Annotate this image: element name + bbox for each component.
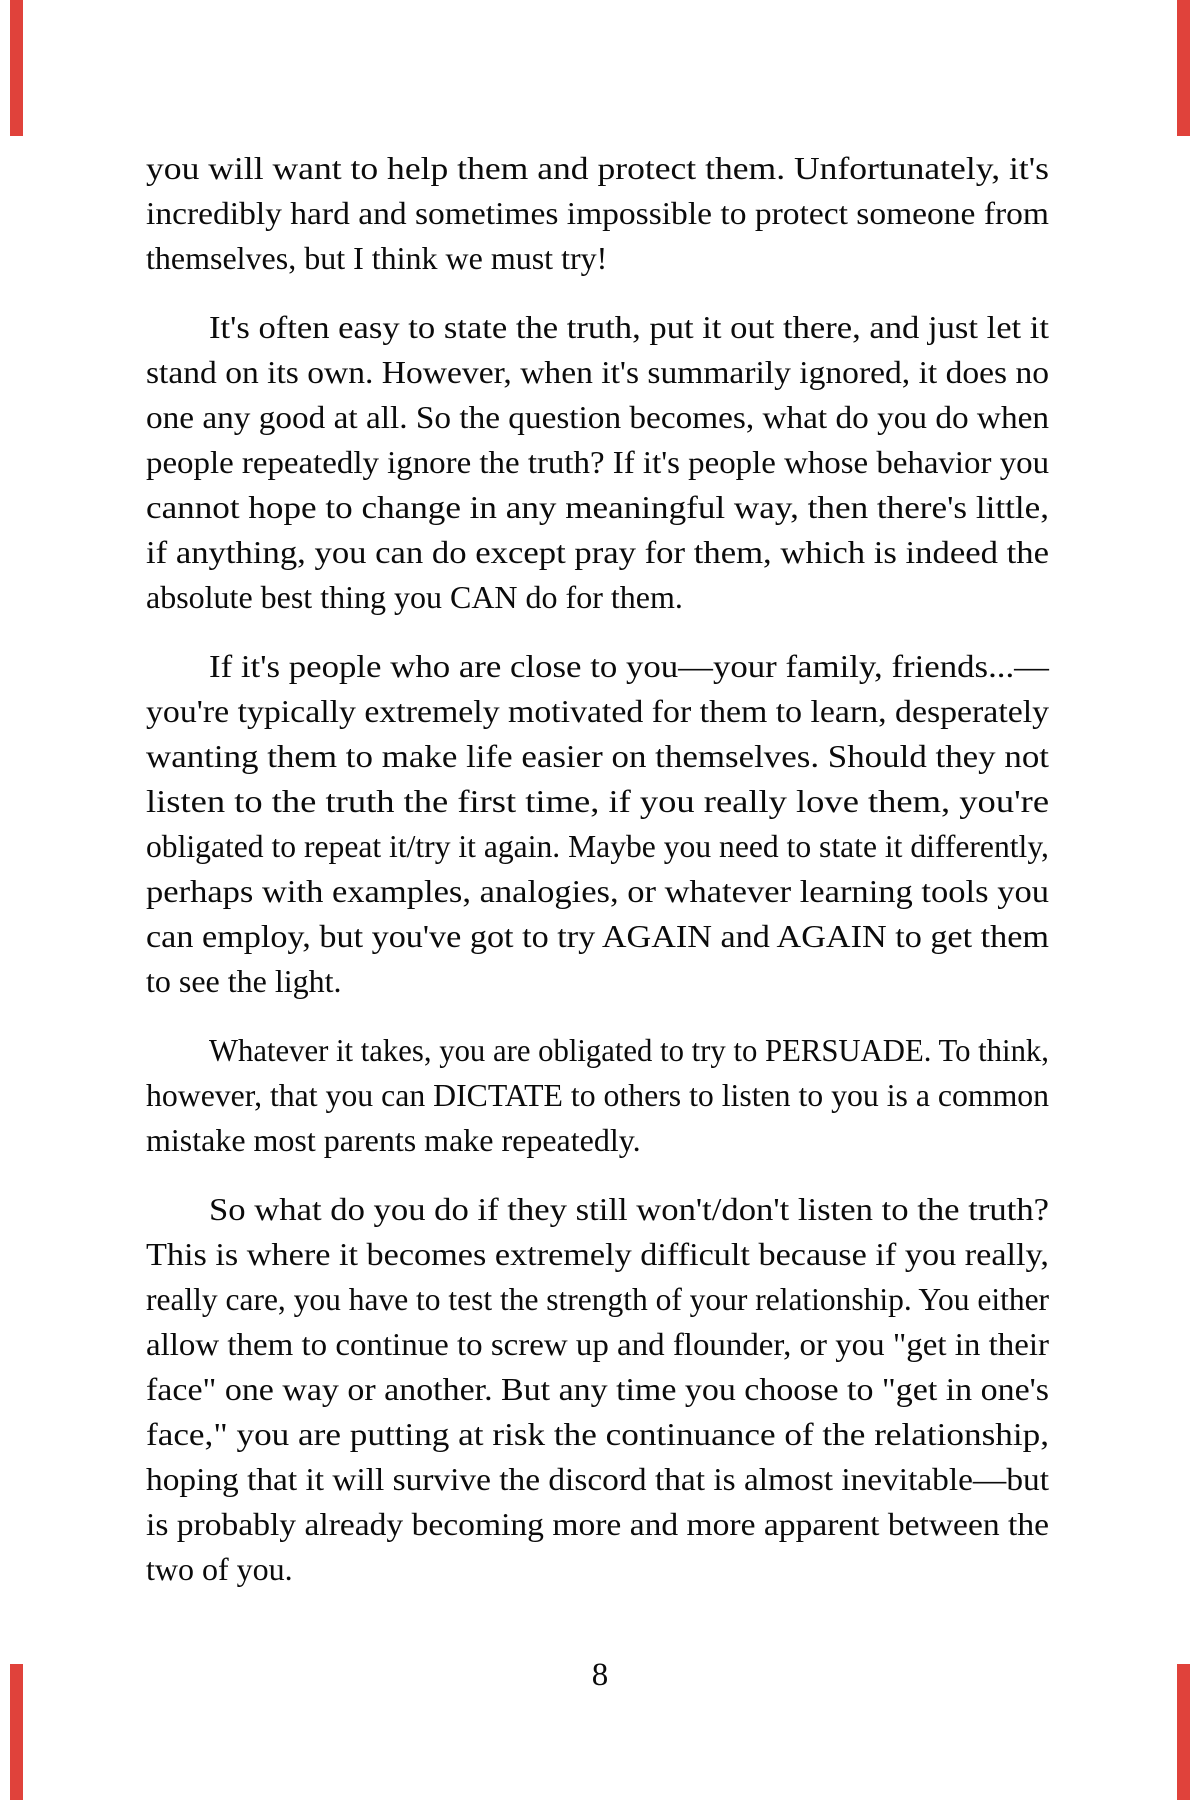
text-line: two of you.: [146, 1551, 293, 1587]
text-line: It's often easy to state the truth, put it out there, and just let it: [209, 309, 1050, 345]
bleed-mark-top-right: [1177, 0, 1190, 136]
text-line: face," you are putting at risk the continuance of the relationship,: [146, 1416, 1050, 1452]
text-line: to see the light.: [146, 963, 342, 999]
paragraph: [146, 146, 1049, 281]
text-line: So what do you do if they still won't/don't listen to the truth?: [209, 1191, 1050, 1227]
text-line: is probably already becoming more and more apparent between the: [146, 1506, 1050, 1542]
bleed-mark-top-left: [10, 0, 23, 136]
text-line: stand on its own. However, when it's summarily ignored, it does no: [146, 354, 1050, 390]
text-line: people repeatedly ignore the truth? If it's people whose behavior you: [146, 444, 1050, 480]
text-line: hoping that it will survive the discord that is almost inevitable—but: [146, 1461, 1049, 1497]
text-line: face" one way or another. But any time you choose to "get in one's: [146, 1371, 1049, 1407]
text-line: If it's people who are close to you—your family, friends...—: [209, 648, 1049, 684]
text-line: obligated to repeat it/try it again. Maybe you need to state it differently,: [146, 828, 1049, 864]
text-line: really care, you have to test the strength of your relationship. You either: [146, 1281, 1050, 1317]
text-line: This is where it becomes extremely difficult because if you really,: [146, 1236, 1049, 1272]
paragraph: [146, 305, 1049, 620]
text-line: perhaps with examples, analogies, or whatever learning tools you: [146, 873, 1049, 909]
text-line: themselves, but I think we must try!: [146, 240, 608, 276]
text-line: mistake most parents make repeatedly.: [146, 1122, 641, 1158]
text-line: however, that you can DICTATE to others to listen to you is a common: [146, 1077, 1050, 1113]
page-text: [146, 146, 1049, 1592]
page-number: 8: [591, 1657, 609, 1693]
text-line: you're typically extremely motivated for them to learn, desperately: [146, 693, 1050, 729]
paragraph: [146, 644, 1049, 1004]
text-line: if anything, you can do except pray for them, which is indeed the: [146, 534, 1049, 570]
text-line: wanting them to make life easier on themselves. Should they not: [146, 738, 1049, 774]
text-line: cannot hope to change in any meaningful way, then there's little,: [146, 489, 1049, 525]
text-line: Whatever it takes, you are obligated to try to PERSUADE. To think,: [209, 1032, 1049, 1068]
text-line: absolute best thing you CAN do for them.: [146, 579, 683, 615]
text-line: can employ, but you've got to try AGAIN and AGAIN to get them: [146, 918, 1049, 954]
text-line: allow them to continue to screw up and flounder, or you "get in their: [146, 1326, 1049, 1362]
text-line: one any good at all. So the question becomes, what do you do when: [146, 399, 1050, 435]
text-line: incredibly hard and sometimes impossible to protect someone from: [146, 195, 1049, 231]
paragraph: [146, 1187, 1049, 1592]
paragraph: [146, 1028, 1049, 1163]
text-line: you will want to help them and protect them. Unfortunately, it's: [146, 150, 1049, 186]
text-line: listen to the truth the first time, if you really love them, you're: [146, 783, 1050, 819]
